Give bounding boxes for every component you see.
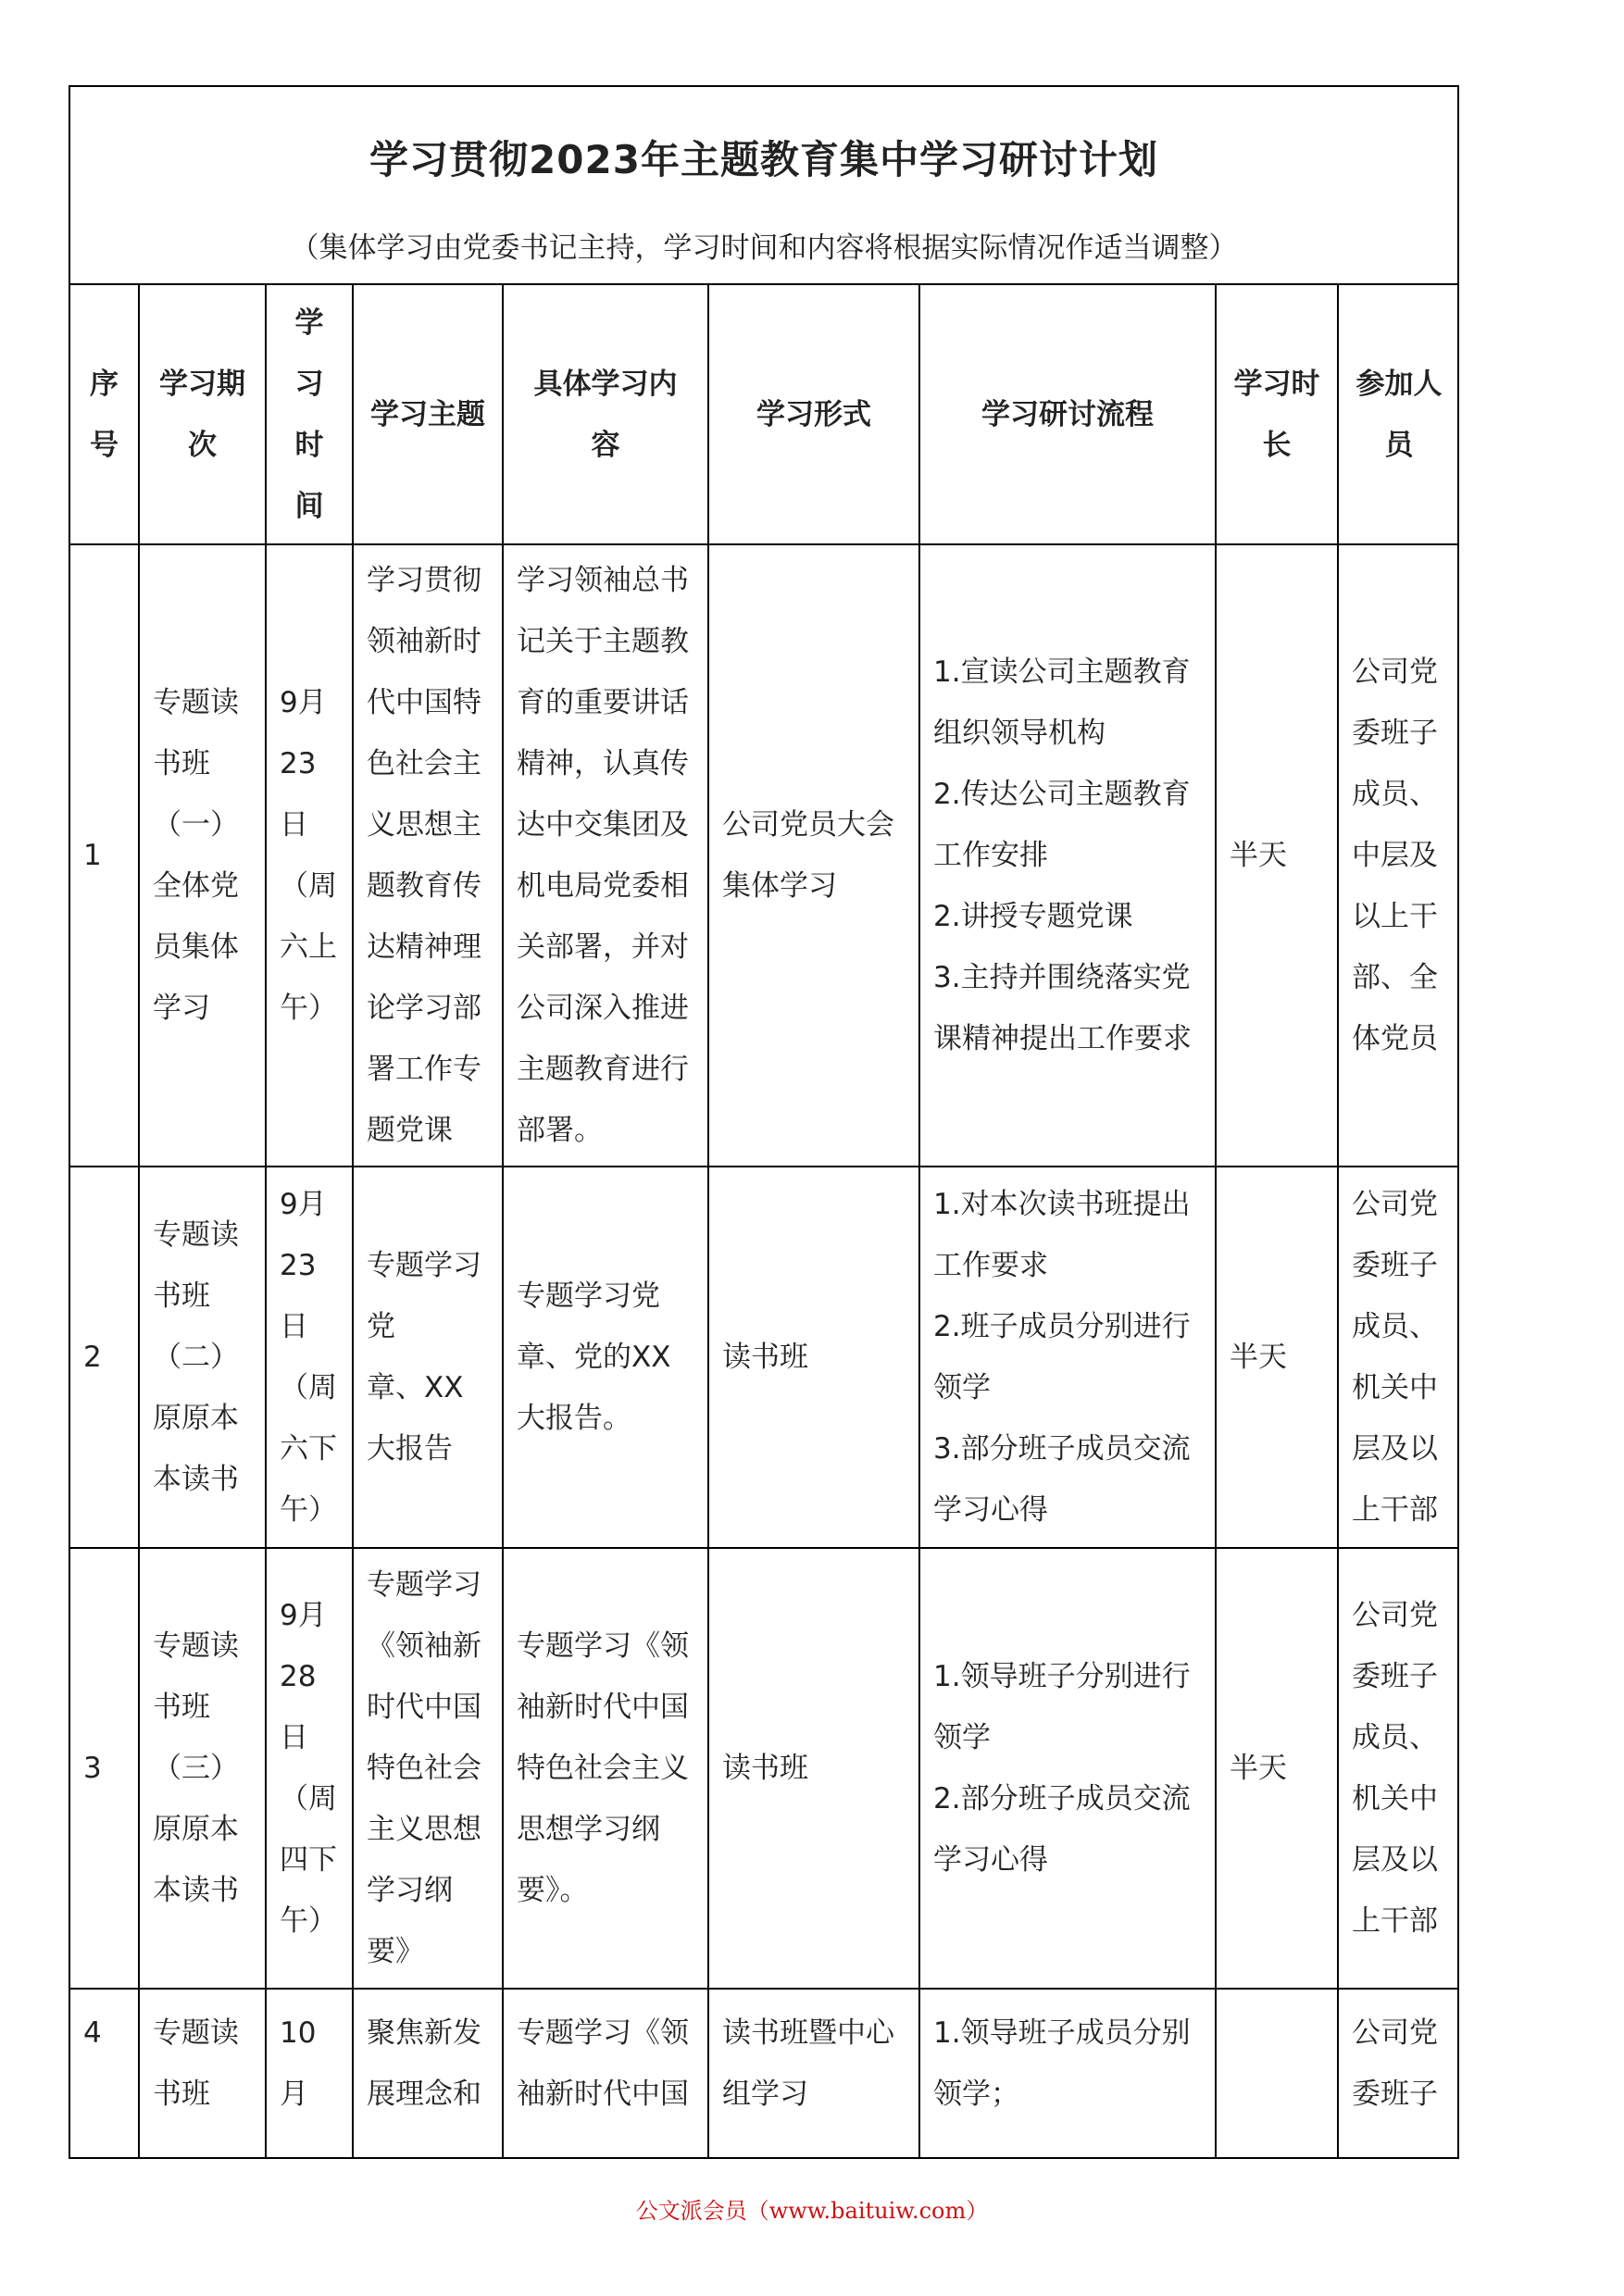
- document-subtitle: （集体学习由党委书记主持，学习时间和内容将根据实际情况作适当调整）: [290, 231, 1238, 265]
- table-row: [70, 1989, 1459, 2159]
- header-participants: 参加人 员: [1338, 285, 1459, 544]
- cell-seq: 3: [70, 1548, 139, 1989]
- cell-seq: 1: [70, 544, 139, 1167]
- study-plan-table: [70, 285, 1459, 2159]
- cell-participants: 公司党委班子成员、机关中层及以上干部: [1338, 1548, 1459, 1989]
- table-row: [70, 544, 1459, 1167]
- cell-form: 读书班暨中心组学习: [708, 1989, 919, 2159]
- title-block: [70, 87, 1457, 285]
- cell-participants: 公司党委班子成员、中层及以上干部、全体党员: [1338, 544, 1459, 1167]
- cell-theme: 专题学习党 章、XX 大报告: [353, 1167, 503, 1548]
- cell-seq: 4: [70, 1989, 139, 2159]
- header-session: 学习期 次: [139, 285, 266, 544]
- header-content: 具体学习内 容: [503, 285, 708, 544]
- cell-time: 9月 23 日 （周 六下 午）: [266, 1167, 353, 1548]
- cell-session: 专题读 书班 （一） 全体党 员集体 学习: [139, 544, 266, 1167]
- cell-duration: 半天: [1216, 1167, 1338, 1548]
- header-duration: 学习时 长: [1216, 285, 1338, 544]
- cell-form: 读书班: [708, 1167, 919, 1548]
- header-form: 学习形式: [708, 285, 919, 544]
- header-time: 学 习 时 间: [266, 285, 353, 544]
- cell-time: 9月 23 日 （周 六上 午）: [266, 544, 353, 1167]
- cell-theme: 专题学习《领袖新时代中国特色社会主义思想学习纲要》: [353, 1548, 503, 1989]
- cell-participants: 公司党委班子成员、机关中层及以上干部: [1338, 1167, 1459, 1548]
- cell-process: 1.宣读公司主题教育组织领导机构 2.传达公司主题教育工作安排 2.讲授专题党课 3.主持并围绕落实党课精神提出工作要求: [919, 544, 1216, 1167]
- cell-form: 读书班: [708, 1548, 919, 1989]
- cell-process: 1.领导班子分别进行领学 2.部分班子成员交流学习心得: [919, 1548, 1216, 1989]
- cell-participants: 公司党委班子: [1338, 1989, 1459, 2159]
- table-row: [70, 1167, 1459, 1548]
- cell-time: 9月 28 日 （周 四下 午）: [266, 1548, 353, 1989]
- header-theme: 学习主题: [353, 285, 503, 544]
- table-header-row: [70, 285, 1459, 544]
- cell-content: 专题学习《领袖新时代中国特色社会主义思想学习纲要》。: [503, 1548, 708, 1989]
- cell-content: 专题学习《领袖新时代中国: [503, 1989, 708, 2159]
- table-row: [70, 1548, 1459, 1989]
- cell-process: 1.对本次读书班提出工作要求 2.班子成员分别进行领学 3.部分班子成员交流学习心得: [919, 1167, 1216, 1548]
- cell-seq: 2: [70, 1167, 139, 1548]
- cell-duration: 半天: [1216, 544, 1338, 1167]
- cell-process: 1.领导班子成员分别领学；: [919, 1989, 1216, 2159]
- cell-theme: 学习贯彻领袖新时代中国特色社会主义思想主题教育传达精神理论学习部署工作专题党课: [353, 544, 503, 1167]
- document-frame: [69, 85, 1459, 2159]
- cell-theme: 聚焦新发展理念和: [353, 1989, 503, 2159]
- cell-time: 10 月: [266, 1989, 353, 2159]
- header-process: 学习研讨流程: [919, 285, 1216, 544]
- cell-content: 学习领袖总书记关于主题教育的重要讲话精神，认真传达中交集团及机电局党委相关部署，并对公司深入推进主题教育进行部署。: [503, 544, 708, 1167]
- document-title: 学习贯彻2023年主题教育集中学习研讨计划: [369, 137, 1158, 182]
- footer-watermark: 公文派会员（www.baituiw.com）: [635, 2198, 989, 2224]
- cell-duration: 半天: [1216, 1548, 1338, 1989]
- cell-session: 专题读 书班 （三） 原原本 本读书: [139, 1548, 266, 1989]
- cell-content: 专题学习党章、党的XX大报告。: [503, 1167, 708, 1548]
- cell-form: 公司党员大会集体学习: [708, 544, 919, 1167]
- cell-session: 专题读 书班 （二） 原原本 本读书: [139, 1167, 266, 1548]
- cell-duration: [1216, 1989, 1338, 2159]
- cell-session: 专题读 书班: [139, 1989, 266, 2159]
- header-seq: 序 号: [70, 285, 139, 544]
